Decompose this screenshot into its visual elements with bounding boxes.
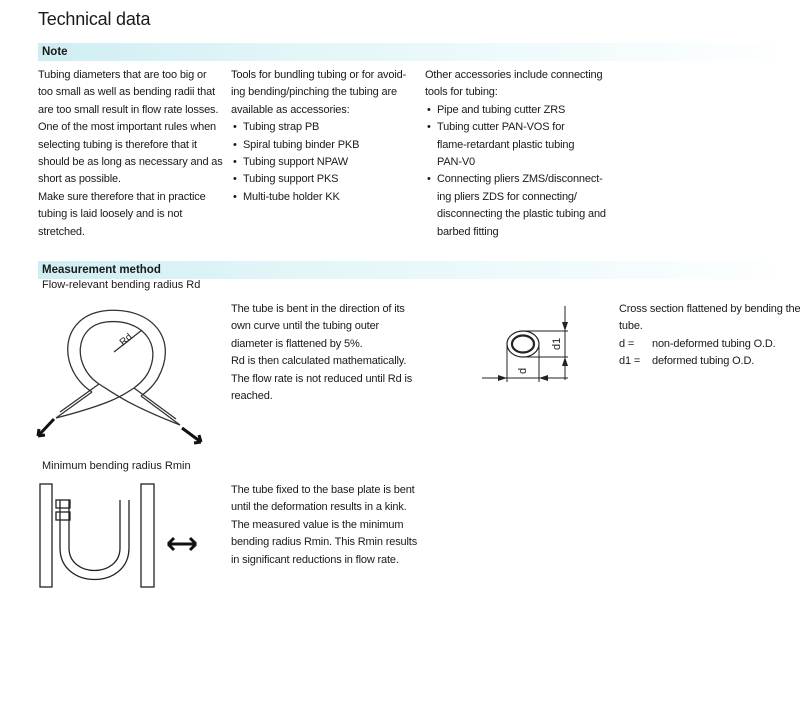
list-item: • Spiral tubing binder PKB — [231, 137, 421, 154]
loop-outer — [68, 310, 166, 396]
text-line: barbed fitting — [437, 225, 499, 238]
text-line: The flow rate is not reduced until Rd is — [231, 372, 413, 385]
text-line: are too small result in flow rate losses. — [38, 103, 219, 116]
cross-section-diagram — [478, 300, 578, 390]
loop-inner — [80, 322, 153, 388]
dimension-d-label: d — [517, 367, 529, 374]
flow-description — [231, 301, 431, 405]
text-line: own curve until the tubing outer — [231, 320, 380, 333]
text-line: The measured value is the minimum — [231, 518, 404, 531]
min-radius-description — [231, 482, 431, 569]
text-line: bending radius Rmin. This Rmin results — [231, 536, 418, 549]
text-line: • Tubing cutter PAN-VOS for — [437, 121, 565, 134]
definition-text: deformed tubing O.D. — [652, 355, 755, 368]
cross-section-description — [619, 301, 799, 371]
text-line: Make sure therefore that in practice — [38, 190, 206, 203]
text-line: ing bending/pinching the tubing are — [231, 86, 397, 99]
definition-symbol: d1 = — [619, 355, 641, 368]
list-item: • Tubing strap PB — [231, 119, 421, 136]
text-line: PAN-V0 — [437, 156, 476, 169]
text-line: reached. — [231, 390, 273, 403]
text-line: Tubing diameters that are too big or — [38, 69, 207, 81]
text-line: tube. — [619, 320, 643, 333]
text-line: One of the most important rules when — [38, 121, 217, 134]
tool-list — [425, 102, 625, 241]
text-line: flame-retardant plastic tubing — [437, 138, 575, 151]
note-column-2 — [231, 67, 421, 206]
text-line: Tools for bundling tubing or for avoid- — [231, 69, 407, 81]
min-radius-diagram — [36, 482, 206, 592]
list-item — [425, 119, 625, 171]
definition-row — [619, 353, 799, 370]
definition-symbol: d = — [619, 337, 635, 350]
bending-loop-diagram — [30, 300, 220, 450]
flow-subtitle: Flow-relevant bending radius Rd — [42, 279, 201, 291]
text-line: The tube fixed to the base plate is bent — [231, 484, 415, 496]
text-line: Rd is then calculated mathematically. — [231, 355, 407, 368]
definition-row — [619, 336, 799, 353]
text-line: Cross section flattened by bending the — [619, 303, 800, 315]
text-line: ing pliers ZDS for connecting/ — [437, 190, 577, 203]
double-arrow-icon — [168, 538, 196, 550]
dimension-d1-label: d1 — [551, 337, 563, 350]
list-item: • Tubing support NPAW — [231, 154, 421, 171]
page-title: Technical data — [38, 9, 151, 29]
text-line: in significant reductions in flow rate. — [231, 553, 399, 566]
text-line: available as accessories: — [231, 103, 350, 116]
note-column-1 — [38, 67, 228, 241]
note-column-3 — [425, 67, 625, 241]
list-item: • Tubing support PKS — [231, 171, 421, 188]
text-line: should be as long as necessary and as — [38, 156, 223, 169]
list-item — [425, 102, 625, 119]
text-line: The tube is bent in the direction of its — [231, 303, 405, 315]
text-line: • Pipe and tubing cutter ZRS — [437, 103, 566, 116]
arrow-left-icon — [38, 419, 54, 436]
text-line: until the deformation results in a kink. — [231, 501, 407, 514]
arrow-right-icon — [182, 428, 201, 443]
note-heading: Note — [38, 43, 792, 61]
measurement-heading: Measurement method — [38, 261, 792, 279]
text-line: diameter is flattened by 5%. — [231, 337, 363, 350]
text-line: short as possible. — [38, 173, 121, 186]
accessory-list — [231, 119, 421, 206]
text-line: stretched. — [38, 225, 85, 238]
list-item: • Multi-tube holder KK — [231, 189, 421, 206]
definition-text: non-deformed tubing O.D. — [652, 337, 776, 350]
radius-label: Rd — [117, 331, 135, 349]
text-line: • Connecting pliers ZMS/disconnect- — [437, 173, 603, 186]
text-line: too small as well as bending radii that — [38, 86, 215, 99]
text-line: selecting tubing is therefore that it — [38, 138, 197, 151]
text-line: disconnecting the plastic tubing and — [437, 208, 606, 221]
text-line: tubing is laid loosely and is not — [38, 208, 183, 221]
text-line: tools for tubing: — [425, 86, 498, 99]
list-item — [425, 171, 625, 241]
min-radius-subtitle: Minimum bending radius Rmin — [42, 460, 191, 472]
text-line: Other accessories include connecting — [425, 69, 603, 81]
